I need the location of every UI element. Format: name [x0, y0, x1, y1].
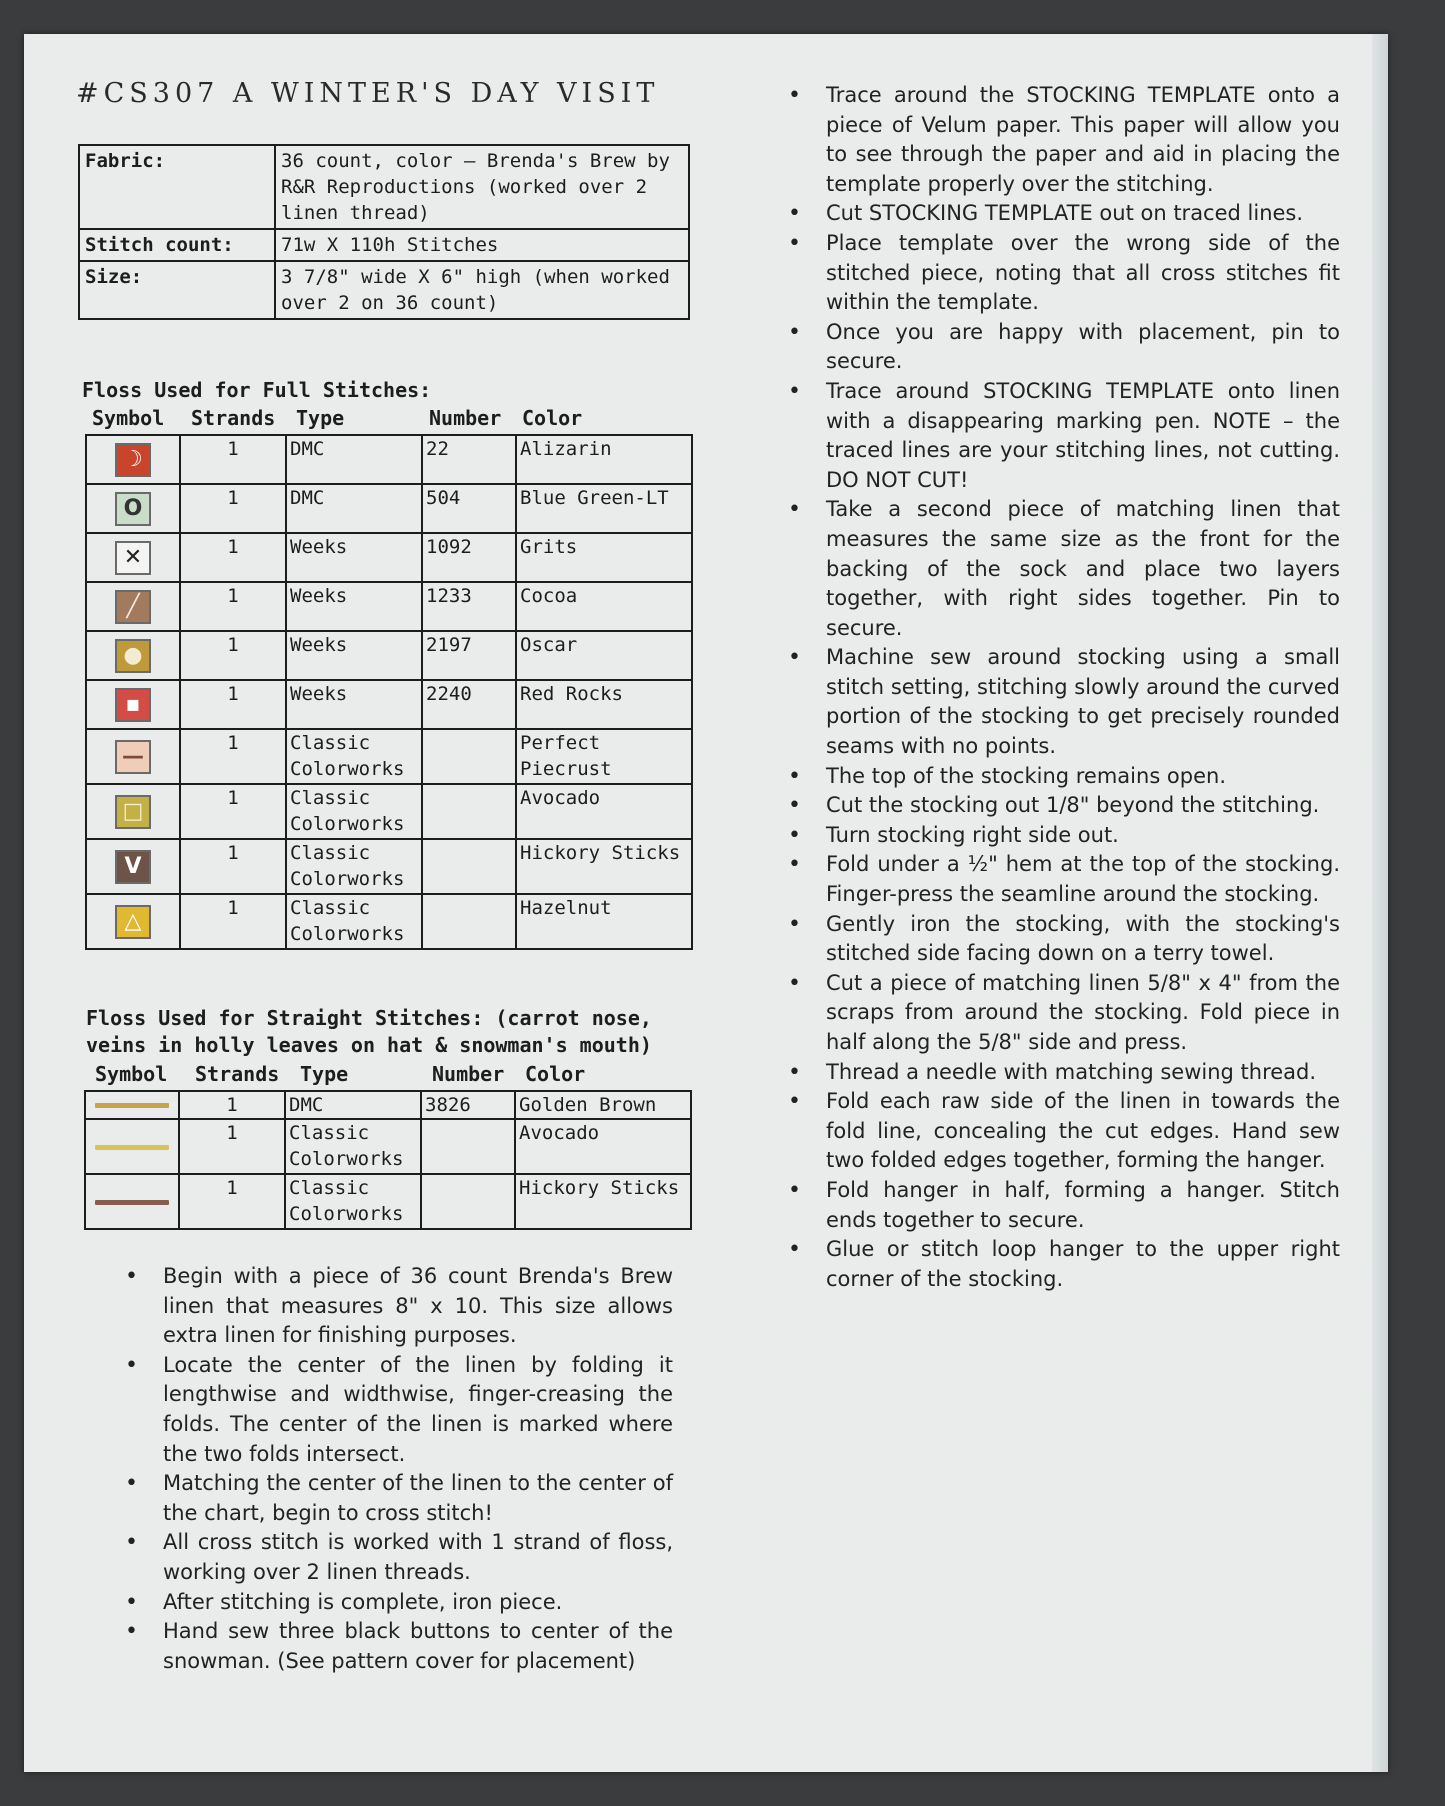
number-cell: 3826	[421, 1091, 515, 1119]
strands-cell: 1	[180, 784, 286, 839]
type-cell: DMC	[286, 484, 422, 533]
straight-stitches-heading-line2: veins in holly leaves on hat & snowman's mouth)	[86, 1033, 652, 1057]
floss-row	[86, 894, 692, 949]
symbol-cell	[86, 839, 180, 894]
strands-cell: 1	[180, 582, 286, 631]
symbol-cell	[86, 784, 180, 839]
type-cell: Classic Colorworks	[286, 729, 422, 784]
symbol-cell	[85, 1174, 179, 1229]
color-cell: Red Rocks	[516, 680, 692, 729]
step-item: • Cut a piece of matching linen 5/8" x 4" from the scraps from around the stocking. Fold piece in half along the 5/8" side and press.	[826, 969, 1340, 1058]
column-color: Color	[525, 1062, 586, 1086]
type-cell: Weeks	[286, 631, 422, 680]
symbol-swatch: ╱	[115, 590, 151, 624]
strands-cell: 1	[180, 839, 286, 894]
type-cell: Classic Colorworks	[285, 1119, 421, 1174]
full-stitches-column-headers	[92, 405, 652, 431]
floss-row	[86, 729, 692, 784]
floss-row	[85, 1119, 691, 1174]
floss-row	[86, 484, 692, 533]
strands-cell: 1	[180, 680, 286, 729]
step-item: • Turn stocking right side out.	[826, 821, 1340, 851]
color-cell: Grits	[516, 533, 692, 582]
full-stitches-table	[85, 434, 693, 950]
symbol-swatch: ▪	[115, 688, 151, 722]
straight-stitches-table	[84, 1090, 692, 1230]
strands-cell: 1	[179, 1174, 285, 1229]
symbol-swatch: O	[115, 492, 151, 526]
strands-cell: 1	[180, 533, 286, 582]
symbol-swatch: □	[115, 795, 151, 829]
info-value: 71w X 110h Stitches	[275, 229, 689, 261]
type-cell: Weeks	[286, 582, 422, 631]
strands-cell: 1	[180, 484, 286, 533]
color-cell: Blue Green-LT	[516, 484, 692, 533]
column-strands: Strands	[191, 406, 276, 430]
number-cell: 504	[422, 484, 516, 533]
step-item: • Locate the center of the linen by folding it lengthwise and widthwise, finger-creasing the folds. The center of the linen is marked where the two folds intersect.	[163, 1351, 673, 1469]
type-cell: Classic Colorworks	[285, 1174, 421, 1229]
floss-row	[85, 1091, 691, 1119]
stitch-line-swatch	[95, 1145, 169, 1150]
symbol-cell	[86, 729, 180, 784]
step-item: • Take a second piece of matching linen that measures the same size as the front for the backing of the sock and place two layers together, with right sides together. Pin to secure.	[826, 495, 1340, 643]
type-cell: Weeks	[286, 533, 422, 582]
symbol-cell	[86, 484, 180, 533]
floss-row	[86, 784, 692, 839]
type-cell: Classic Colorworks	[286, 839, 422, 894]
step-item: • Begin with a piece of 36 count Brenda's Brew linen that measures 8" x 10. This size allows extra linen for finishing purposes.	[163, 1262, 673, 1351]
step-item: • All cross stitch is worked with 1 strand of floss, working over 2 linen threads.	[163, 1528, 673, 1587]
step-item: • After stitching is complete, iron piece.	[163, 1588, 673, 1618]
type-cell: DMC	[286, 435, 422, 484]
symbol-swatch: ●	[115, 639, 151, 673]
color-cell: Hickory Sticks	[515, 1174, 691, 1229]
floss-row	[86, 680, 692, 729]
color-cell: Golden Brown	[515, 1091, 691, 1119]
paper-edge	[1372, 34, 1388, 1772]
color-cell: Hazelnut	[516, 894, 692, 949]
color-cell: Avocado	[516, 784, 692, 839]
straight-stitches-heading-line1: Floss Used for Straight Stitches: (carrot nose,	[86, 1006, 652, 1030]
color-cell: Cocoa	[516, 582, 692, 631]
step-item: • Gently iron the stocking, with the stocking's stitched side facing down on a terry towel.	[826, 910, 1340, 969]
column-number: Number	[432, 1062, 505, 1086]
symbol-cell	[86, 533, 180, 582]
symbol-swatch: △	[115, 905, 151, 939]
number-cell	[422, 839, 516, 894]
floss-row	[86, 631, 692, 680]
symbol-swatch: ✕	[115, 541, 151, 575]
symbol-cell	[86, 894, 180, 949]
type-cell: Weeks	[286, 680, 422, 729]
symbol-cell	[86, 582, 180, 631]
strands-cell: 1	[180, 729, 286, 784]
symbol-swatch: ☽	[115, 443, 151, 477]
strands-cell: 1	[180, 894, 286, 949]
info-row	[79, 145, 689, 229]
step-item: • Hand sew three black buttons to center of the snowman. (See pattern cover for placement)	[163, 1617, 673, 1676]
info-key: Fabric:	[79, 145, 275, 229]
strands-cell: 1	[180, 435, 286, 484]
step-item: • Fold hanger in half, forming a hanger. Stitch ends together to secure.	[826, 1176, 1340, 1235]
step-item: • Glue or stitch loop hanger to the upper right corner of the stocking.	[826, 1235, 1340, 1294]
symbol-swatch: V	[115, 850, 151, 884]
symbol-cell	[86, 435, 180, 484]
number-cell: 2240	[422, 680, 516, 729]
type-cell: DMC	[285, 1091, 421, 1119]
info-value: 36 count, color – Brenda's Brew by R&R Reproductions (worked over 2 linen thread)	[275, 145, 689, 229]
step-item: • Fold each raw side of the linen in towards the fold line, concealing the cut edges. Hand sew two folded edges together, forming the hanger.	[826, 1087, 1340, 1176]
symbol-swatch: —	[115, 740, 151, 774]
strands-cell: 1	[179, 1119, 285, 1174]
column-symbol: Symbol	[95, 1062, 168, 1086]
number-cell	[422, 729, 516, 784]
step-item: • Place template over the wrong side of the stitched piece, noting that all cross stitches fit within the template.	[826, 229, 1340, 318]
floss-row	[86, 435, 692, 484]
floss-row	[86, 582, 692, 631]
info-row	[79, 261, 689, 319]
straight-stitches-column-headers	[95, 1061, 655, 1087]
number-cell	[421, 1174, 515, 1229]
step-item: • Trace around STOCKING TEMPLATE onto linen with a disappearing marking pen. NOTE – the traced lines are your stitching lines, not cutting. DO NOT CUT!	[826, 377, 1340, 495]
type-cell: Classic Colorworks	[286, 784, 422, 839]
column-strands: Strands	[195, 1062, 280, 1086]
info-key: Stitch count:	[79, 229, 275, 261]
step-item: • Thread a needle with matching sewing thread.	[826, 1058, 1340, 1088]
column-color: Color	[522, 406, 583, 430]
number-cell	[422, 894, 516, 949]
symbol-cell	[85, 1119, 179, 1174]
info-row	[79, 229, 689, 261]
number-cell	[422, 784, 516, 839]
color-cell: Oscar	[516, 631, 692, 680]
column-number: Number	[429, 406, 502, 430]
floss-row	[86, 533, 692, 582]
info-value: 3 7/8" wide X 6" high (when worked over 2 on 36 count)	[275, 261, 689, 319]
floss-row	[85, 1174, 691, 1229]
symbol-cell	[85, 1091, 179, 1119]
symbol-cell	[86, 631, 180, 680]
color-cell: Hickory Sticks	[516, 839, 692, 894]
number-cell: 1092	[422, 533, 516, 582]
column-type: Type	[296, 406, 345, 430]
stitching-steps-list	[163, 1262, 673, 1676]
step-item: • Trace around the STOCKING TEMPLATE onto a piece of Velum paper. This paper will allow you to see through the paper and aid in placing the template properly over the stitching.	[826, 81, 1340, 199]
fabric-info-table	[78, 144, 690, 320]
number-cell	[421, 1119, 515, 1174]
color-cell: Avocado	[515, 1119, 691, 1174]
stitch-line-swatch	[95, 1103, 169, 1108]
page-title: #CS307 A WINTER'S DAY VISIT	[76, 78, 660, 109]
column-symbol: Symbol	[92, 406, 165, 430]
strands-cell: 1	[179, 1091, 285, 1119]
type-cell: Classic Colorworks	[286, 894, 422, 949]
info-key: Size:	[79, 261, 275, 319]
number-cell: 2197	[422, 631, 516, 680]
full-stitches-heading: Floss Used for Full Stitches:	[82, 378, 432, 402]
step-item: • Fold under a ½" hem at the top of the stocking. Finger-press the seamline around the stocking.	[826, 850, 1340, 909]
floss-row	[86, 839, 692, 894]
step-item: • Cut the stocking out 1/8" beyond the stitching.	[826, 791, 1340, 821]
number-cell: 1233	[422, 582, 516, 631]
column-type: Type	[300, 1062, 349, 1086]
step-item: • Cut STOCKING TEMPLATE out on traced lines.	[826, 199, 1340, 229]
symbol-cell	[86, 680, 180, 729]
step-item: • Once you are happy with placement, pin to secure.	[826, 318, 1340, 377]
step-item: • Machine sew around stocking using a small stitch setting, stitching slowly around the curved portion of the stocking to get precisely rounded seams with no points.	[826, 643, 1340, 761]
step-item: • Matching the center of the linen to the center of the chart, begin to cross stitch!	[163, 1469, 673, 1528]
stitch-line-swatch	[95, 1200, 169, 1205]
color-cell: Alizarin	[516, 435, 692, 484]
step-item: • The top of the stocking remains open.	[826, 762, 1340, 792]
color-cell: Perfect Piecrust	[516, 729, 692, 784]
strands-cell: 1	[180, 631, 286, 680]
number-cell: 22	[422, 435, 516, 484]
finishing-steps-list	[826, 81, 1340, 1294]
